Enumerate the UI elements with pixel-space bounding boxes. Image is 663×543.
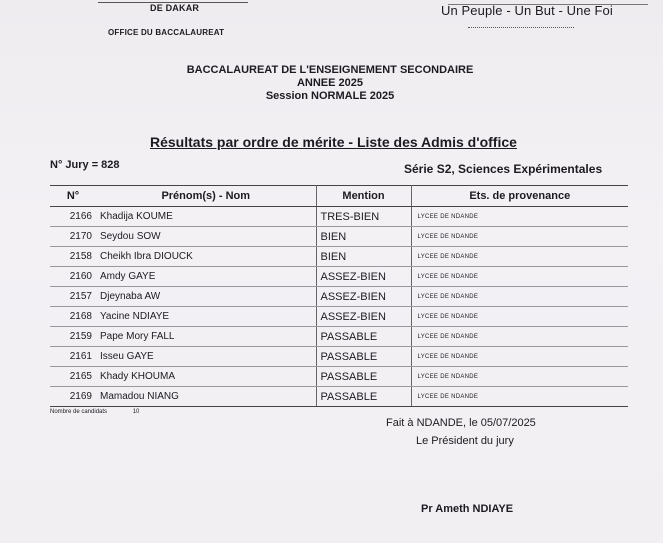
header-mention: Mention xyxy=(316,186,411,207)
exam-title: BACCALAUREAT DE L'ENSEIGNEMENT SECONDAIRE xyxy=(186,64,474,76)
row-number: 2168 xyxy=(50,307,96,327)
row-mention: TRES-BIEN xyxy=(316,207,411,227)
row-number: 2165 xyxy=(50,367,96,387)
row-school: LYCEE DE NDANDE xyxy=(411,247,628,267)
table-row xyxy=(50,247,628,267)
results-table xyxy=(50,185,628,407)
row-mention: BIEN xyxy=(316,247,411,267)
row-school: LYCEE DE NDANDE xyxy=(411,307,628,327)
count-label: Nombre de candidats xyxy=(50,409,108,415)
row-mention: BIEN xyxy=(316,227,411,247)
header-name: Prénom(s) - Nom xyxy=(96,186,316,207)
table-row xyxy=(50,327,628,347)
row-mention: ASSEZ-BIEN xyxy=(316,307,411,327)
office-label: OFFICE DU BACCALAUREAT xyxy=(108,28,225,37)
serie-label: Série S2, Sciences Expérimentales xyxy=(404,162,603,176)
row-name: Amdy GAYE xyxy=(96,267,316,287)
row-name: Seydou SOW xyxy=(96,227,316,247)
row-name: Khady KHOUMA xyxy=(96,367,316,387)
row-number: 2170 xyxy=(50,227,96,247)
row-number: 2166 xyxy=(50,207,96,227)
row-school: LYCEE DE NDANDE xyxy=(411,347,628,367)
session-title: Session NORMALE 2025 xyxy=(265,90,395,102)
table-row xyxy=(50,207,628,227)
table-row xyxy=(50,287,628,307)
row-mention: PASSABLE xyxy=(316,347,411,367)
row-number: 2158 xyxy=(50,247,96,267)
president-label: Le Président du jury xyxy=(416,435,514,447)
candidate-count xyxy=(50,409,139,415)
table-row xyxy=(50,347,628,367)
row-name: Pape Mory FALL xyxy=(96,327,316,347)
row-school: LYCEE DE NDANDE xyxy=(411,207,628,227)
place-date: Fait à NDANDE, le 05/07/2025 xyxy=(386,417,536,429)
row-school: LYCEE DE NDANDE xyxy=(411,267,628,287)
document-titles xyxy=(140,64,520,103)
table-header-row xyxy=(50,186,628,207)
row-number: 2169 xyxy=(50,387,96,407)
row-school: LYCEE DE NDANDE xyxy=(411,227,628,247)
table-row xyxy=(50,387,628,407)
row-name: Isseu GAYE xyxy=(96,347,316,367)
signer-name: Pr Ameth NDIAYE xyxy=(421,503,514,515)
national-motto: Un Peuple - Un But - Une Foi xyxy=(441,3,613,18)
count-value: 10 xyxy=(132,409,140,415)
table-row xyxy=(50,227,628,247)
row-school: LYCEE DE NDANDE xyxy=(411,327,628,347)
row-name: Khadija KOUME xyxy=(96,207,316,227)
table-row xyxy=(50,307,628,327)
row-mention: ASSEZ-BIEN xyxy=(316,287,411,307)
row-mention: PASSABLE xyxy=(316,387,411,407)
row-number: 2157 xyxy=(50,287,96,307)
table-row xyxy=(50,367,628,387)
row-number: 2159 xyxy=(50,327,96,347)
row-mention: ASSEZ-BIEN xyxy=(316,267,411,287)
motto-underline xyxy=(468,27,574,28)
row-school: LYCEE DE NDANDE xyxy=(411,287,628,307)
year-title: ANNEE 2025 xyxy=(296,77,364,89)
header-num: N° xyxy=(50,186,96,207)
results-title: Résultats par ordre de mérite - Liste des Admis d'office xyxy=(150,134,517,150)
row-name: Yacine NDIAYE xyxy=(96,307,316,327)
table-row xyxy=(50,267,628,287)
row-name: Djeynaba AW xyxy=(96,287,316,307)
header-region-label: DE DAKAR xyxy=(150,3,200,13)
row-mention: PASSABLE xyxy=(316,327,411,347)
row-name: Mamadou NIANG xyxy=(96,387,316,407)
header-ets: Ets. de provenance xyxy=(411,186,628,207)
row-school: LYCEE DE NDANDE xyxy=(411,387,628,407)
jury-number: N° Jury = 828 xyxy=(50,159,120,171)
row-mention: PASSABLE xyxy=(316,367,411,387)
row-school: LYCEE DE NDANDE xyxy=(411,367,628,387)
row-name: Cheikh Ibra DIOUCK xyxy=(96,247,316,267)
row-number: 2161 xyxy=(50,347,96,367)
row-number: 2160 xyxy=(50,267,96,287)
